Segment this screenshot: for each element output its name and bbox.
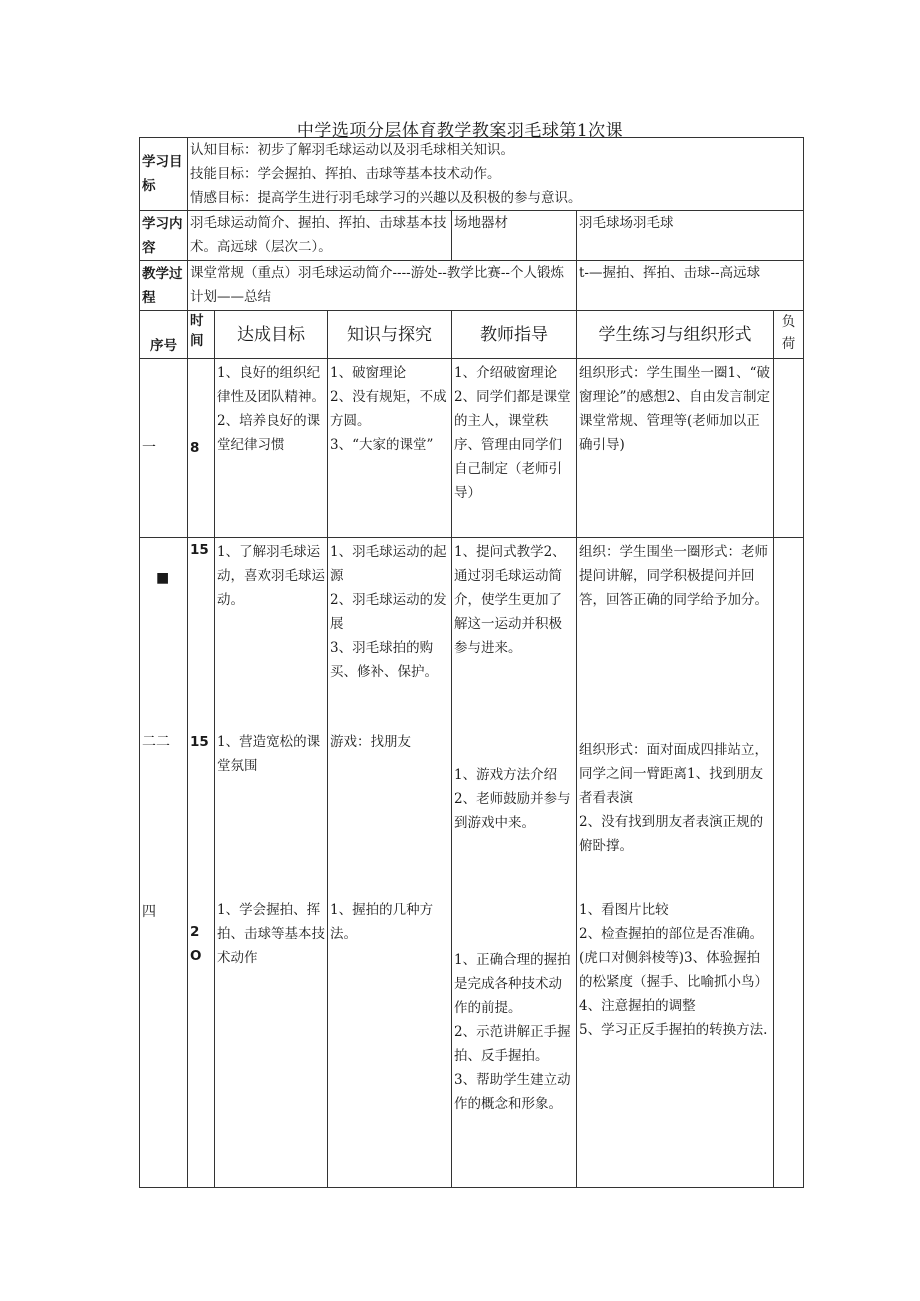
row1-student: 组织形式：学生围坐一圈1、“破窗理论”的感想2、自由发言制定课堂常规、管理等(老师加以正确引导)	[577, 359, 774, 538]
content-label: 学习内容	[140, 211, 188, 261]
header-teacher: 教师指导	[452, 311, 577, 359]
row2-knowledge-item: 3、羽毛球拍的购买、修补、保护。	[330, 640, 438, 680]
row3-seq: 二二	[142, 734, 170, 750]
row1-seq: 一	[140, 359, 188, 538]
row2-seq: ■	[156, 570, 170, 586]
header-time: 时间	[188, 311, 215, 359]
row1-goal: 1、良好的组织纪律性及团队精神。2、培养良好的课堂纪律习惯	[215, 359, 328, 538]
goal-cognitive: 认知目标：初步了解羽毛球运动以及羽毛球相关知识。	[190, 142, 514, 158]
process-label: 教学过程	[140, 261, 188, 311]
document-title: 中学选项分层体育教学教案羽毛球第1次课	[296, 121, 624, 141]
lesson-plan-table	[139, 137, 804, 1188]
table-row	[140, 359, 804, 538]
rows-load-column	[774, 538, 804, 1188]
row1-time: 8	[188, 359, 215, 538]
row3-teacher	[454, 763, 574, 835]
row3-goal: 1、营造宽松的课堂氛围	[217, 734, 321, 774]
row4-seq: 四	[142, 904, 156, 920]
row2-time: 15	[190, 542, 209, 558]
header-goal: 达成目标	[215, 311, 328, 359]
row3-time: 15	[190, 734, 209, 750]
row1-teacher: 1、介绍破窗理论2、同学们都是课堂的主人，课堂秩序、管理由同学们自己制定（老师引导）	[452, 359, 577, 538]
row4-time: 2	[190, 924, 200, 940]
rows-teacher-column	[452, 538, 577, 1188]
row4-student-item: 1、看图片比较	[579, 902, 669, 918]
row2-goal: 1、了解羽毛球运动，喜欢羽毛球运动。	[217, 544, 325, 608]
venue-text: 羽毛球场羽毛球	[577, 211, 804, 261]
row4-teacher-item: 1、正确合理的握拍是完成各种技术动作的前提。	[454, 952, 571, 1016]
row3-teacher-item: 2、老师鼓励并参与到游戏中来。	[454, 791, 571, 831]
process-right: t-—握拍、挥拍、击球--高远球	[577, 261, 804, 311]
table-row	[140, 538, 804, 1188]
row4-student-item: 5、学习正反手握拍的转换方法.	[579, 1022, 768, 1038]
row1-knowledge-item: 2、没有规矩，不成方圆。	[330, 389, 447, 429]
rows-time-column	[188, 538, 215, 1188]
process-left: 课堂常规（重点）羽毛球运动简介----游处--教学比赛--个人锻炼计划——总结	[188, 261, 577, 311]
row1-knowledge-item: 3、“大家的课堂”	[330, 437, 434, 453]
row4-student-item: 2、检查握拍的部位是否准确。(虎口对侧斜棱等)3、体验握拍的松紧度（握手、比喻抓小鸟）	[579, 926, 768, 990]
venue-label: 场地器材	[452, 211, 577, 261]
row4-time-2: O	[190, 948, 202, 964]
header-student: 学生练习与组织形式	[577, 311, 774, 359]
row2-teacher: 1、提问式教学2、通过羽毛球运动简介，使学生更加了解这一运动并积极参与进来。	[454, 544, 566, 656]
header-seq: 序号	[140, 311, 188, 359]
row2-student: 组织：学生围坐一圈形式：老师提问讲解，同学积极提问并回答，回答正确的同学给予加分。	[579, 544, 768, 608]
row2-knowledge	[330, 540, 449, 684]
rows-goal-column	[215, 538, 328, 1188]
header-load: 负荷	[774, 311, 804, 359]
goals-label: 学习目标	[140, 138, 188, 211]
header-knowledge: 知识与探究	[328, 311, 452, 359]
row3-student	[579, 738, 771, 858]
row4-student-item: 4、注意握拍的调整	[579, 998, 696, 1014]
goal-skill: 技能目标：学会握拍、挥拍、击球等基本技术动作。	[190, 166, 501, 182]
rows-student-column	[577, 538, 774, 1188]
row4-teacher	[454, 948, 574, 1116]
row4-knowledge: 1、握拍的几种方法。	[330, 902, 434, 942]
row3-student-item: 组织形式：面对面成四排站立，同学之间一臂距离1、找到朋友者看表演	[579, 742, 768, 806]
goal-affective: 情感目标：提高学生进行羽毛球学习的兴趣以及积极的参与意识。	[190, 190, 582, 206]
rows-knowledge-column	[328, 538, 452, 1188]
row3-knowledge: 游戏：找朋友	[330, 734, 411, 750]
row1-knowledge	[328, 359, 452, 538]
row4-teacher-item: 3、帮助学生建立动作的概念和形象。	[454, 1072, 571, 1112]
row1-knowledge-item: 1、破窗理论	[330, 365, 407, 381]
row2-knowledge-item: 2、羽毛球运动的发展	[330, 592, 447, 632]
row4-goal: 1、学会握拍、挥拍、击球等基本技术动作	[217, 902, 325, 966]
content-text: 羽毛球运动简介、握拍、挥拍、击球基本技术。高远球（层次二）。	[188, 211, 452, 261]
row4-student	[579, 898, 771, 1042]
goals-cell	[188, 138, 804, 211]
row4-teacher-item: 2、示范讲解正手握拍、反手握拍。	[454, 1024, 571, 1064]
rows-seq-column	[140, 538, 188, 1188]
row3-student-item: 2、没有找到朋友者表演正规的俯卧撑。	[579, 814, 764, 854]
row3-teacher-item: 1、游戏方法介绍	[454, 767, 558, 783]
row2-knowledge-item: 1、羽毛球运动的起源	[330, 544, 447, 584]
row1-load	[774, 359, 804, 538]
